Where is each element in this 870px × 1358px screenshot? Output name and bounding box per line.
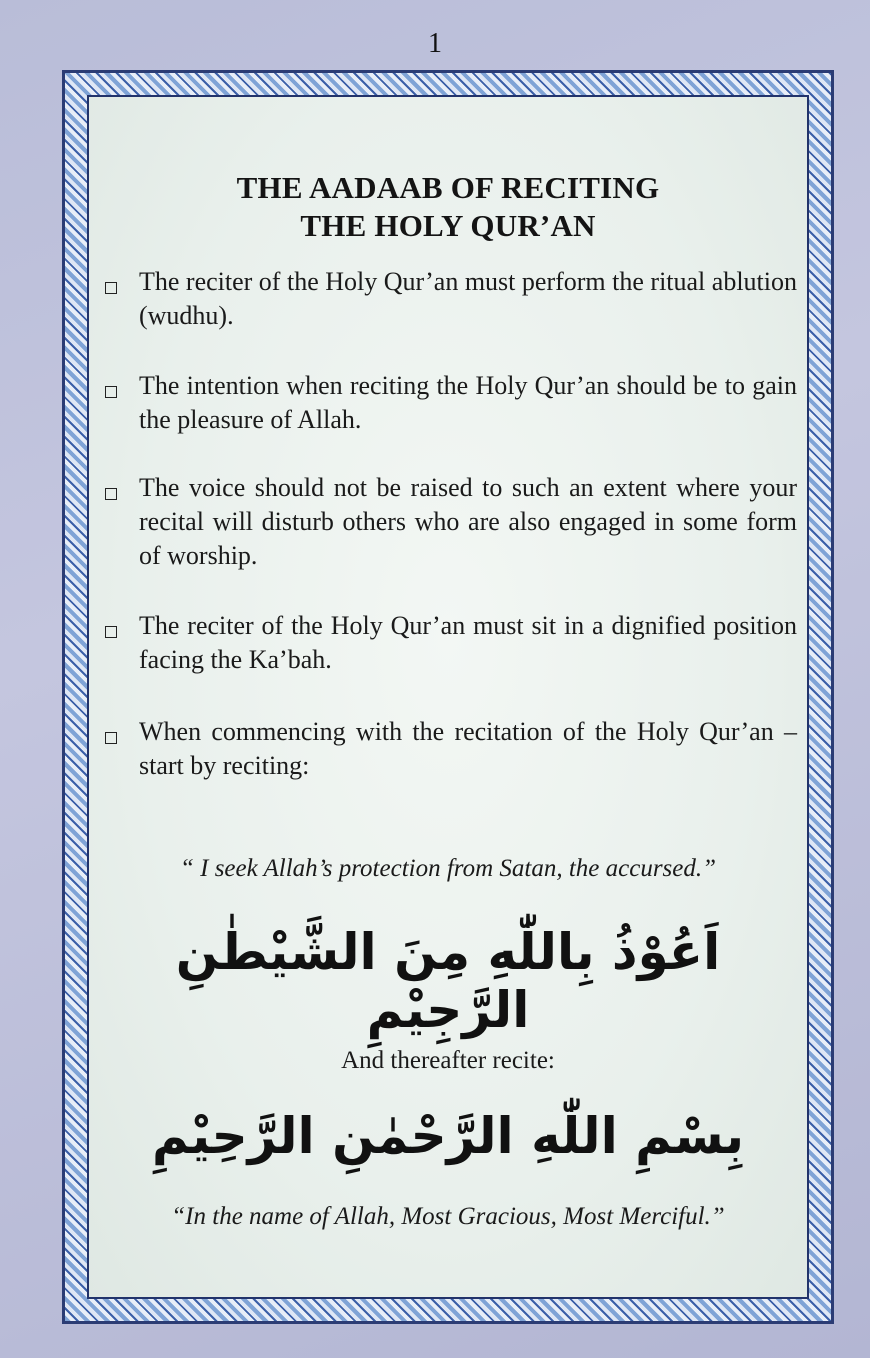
bullet-text: The reciter of the Holy Qur’an must sit in a dignified position facing the Ka’bah. [139, 611, 797, 674]
title-line-1: THE AADAAB OF RECITING [236, 170, 660, 205]
bullet-text: When commencing with the recitation of the Holy Qur’an – start by reciting: [139, 717, 797, 780]
checkbox-icon [105, 732, 117, 744]
page-content [87, 95, 809, 1299]
page-number: 1 [428, 28, 442, 59]
arabic-taawwudh: اَعُوْذُ بِاللّٰهِ مِنَ الشَّيْطٰنِ الرَّجِيْمِ [175, 923, 721, 1039]
ornamental-border [62, 70, 834, 1324]
bullet-item [105, 369, 797, 437]
checkbox-icon [105, 488, 117, 500]
bullet-text: The intention when reciting the Holy Qur’an should be to gain the pleasure of Allah. [139, 371, 797, 434]
bullet-item [105, 471, 797, 573]
bullet-text: The reciter of the Holy Qur’an must perform the ritual ablution (wudhu). [139, 267, 797, 330]
quote-basmala: “In the name of Allah, Most Gracious, Most Merciful.” [171, 1203, 725, 1230]
quote-seek-protection: “ I seek Allah’s protection from Satan, the accursed.” [179, 855, 717, 882]
thereafter-text: And thereafter recite: [341, 1047, 555, 1074]
checkbox-icon [105, 386, 117, 398]
bullet-text: The voice should not be raised to such an extent where your recital will disturb others who are also engaged in some form of worship. [139, 473, 797, 570]
bullet-item [105, 609, 797, 677]
arabic-basmala: بِسْمِ اللّٰهِ الرَّحْمٰنِ الرَّحِيْمِ [152, 1107, 744, 1165]
page-title [89, 169, 807, 245]
checkbox-icon [105, 282, 117, 294]
bullet-item [105, 265, 797, 333]
bullet-item [105, 715, 797, 783]
title-line-2: THE HOLY QUR’AN [300, 208, 596, 243]
checkbox-icon [105, 626, 117, 638]
